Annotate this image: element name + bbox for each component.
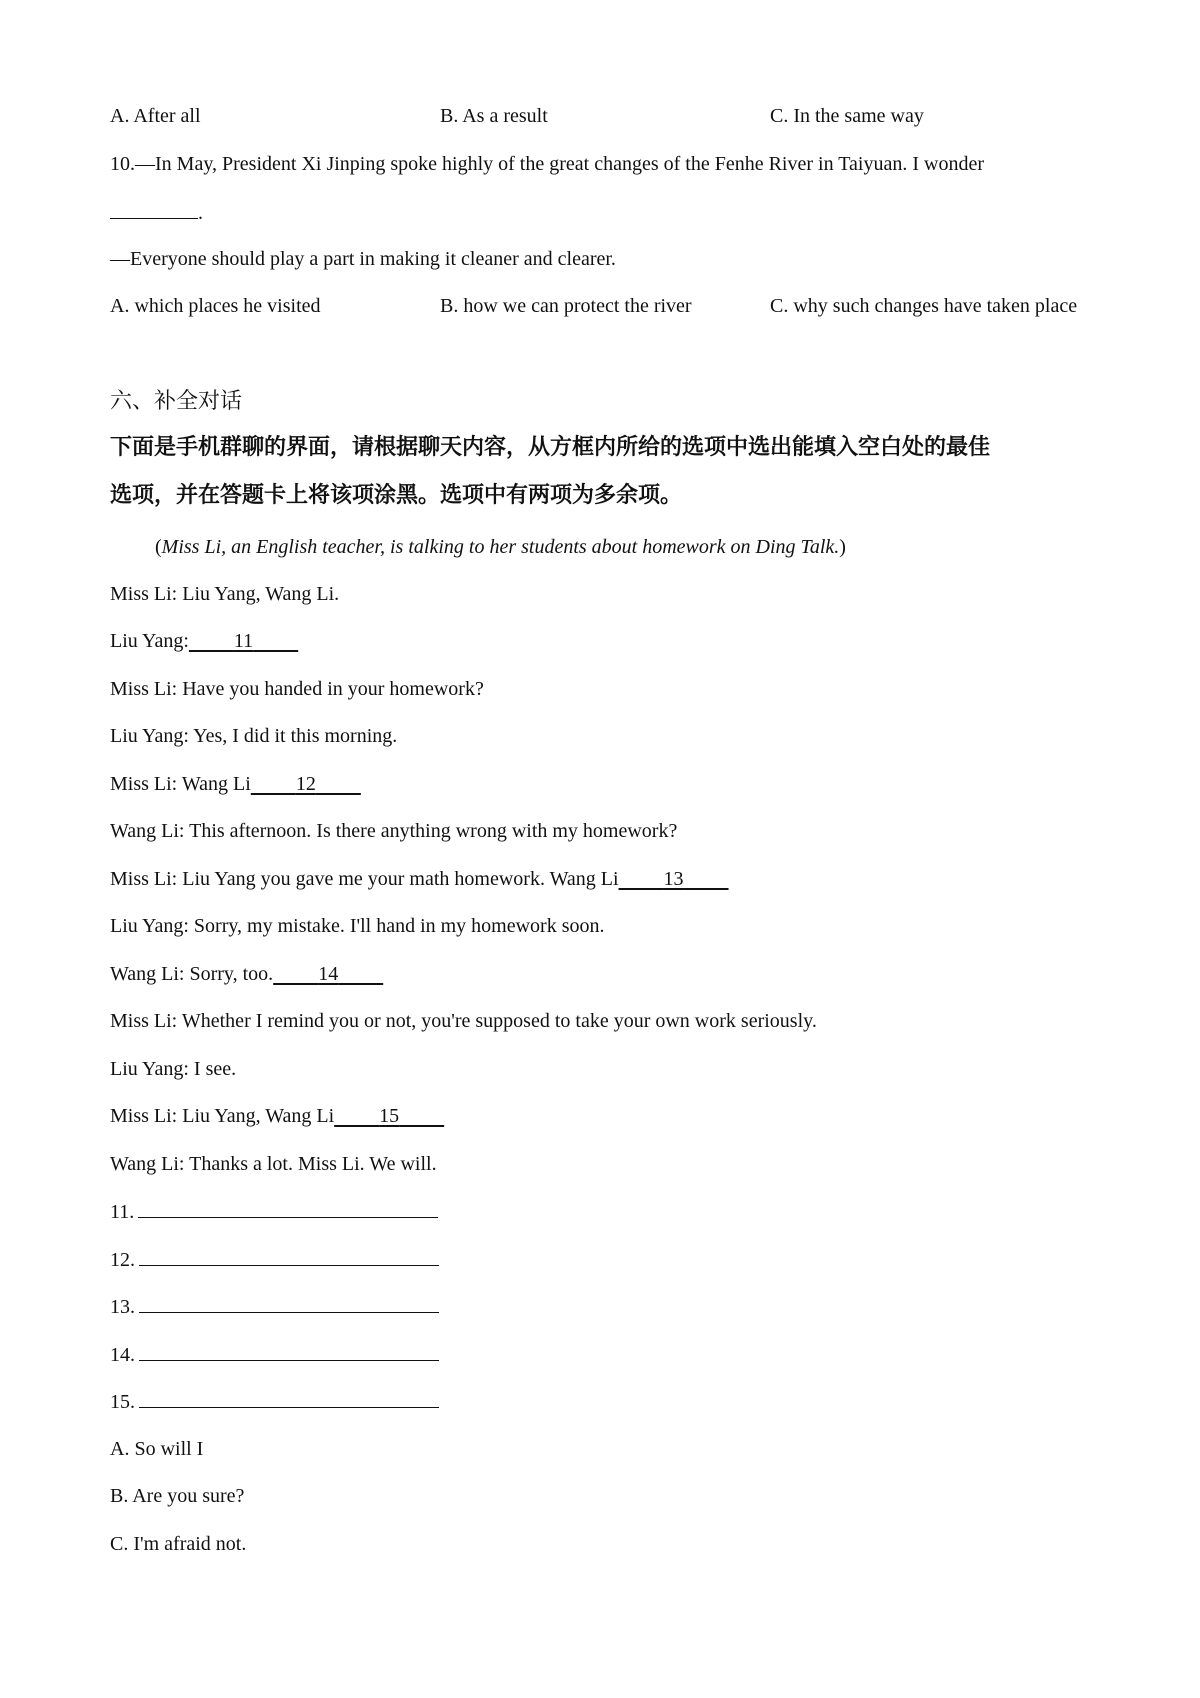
dialogue-line: Wang Li: Thanks a lot. Miss Li. We will. (110, 1153, 437, 1175)
q10-option-a: A. which places he visited (110, 295, 321, 317)
answer-line-11: 11. (110, 1197, 438, 1226)
q9-option-b: B. As a result (440, 105, 548, 127)
dialogue-line (110, 960, 383, 988)
q10-stem: 10.—In May, President Xi Jinping spoke highly of the great changes of the Fenhe River in Taiyuan. I wonder (110, 153, 984, 175)
dialogue-text: Miss Li: Liu Yang, Wang Li (110, 1105, 335, 1127)
choice-a: A. So will I (110, 1438, 204, 1460)
dialogue-text: Miss Li: Liu Yang you gave me your math homework. Wang Li (110, 868, 619, 890)
dialogue-context (155, 533, 846, 561)
section-title: 六、补全对话 (110, 389, 243, 414)
dialogue-text: Liu Yang: (110, 630, 189, 652)
dialogue-line: Liu Yang: Sorry, my mistake. I'll hand in my homework soon. (110, 915, 605, 937)
blank-15: 15 (379, 1105, 400, 1127)
q9-option-c: C. In the same way (770, 105, 924, 127)
q10-stem-end: . (198, 202, 203, 224)
answer-blank (139, 1387, 439, 1408)
section-instruction-line1: 下面是手机群聊的界面，请根据聊天内容，从方框内所给的选项中选出能填入空白处的最佳 (110, 435, 991, 460)
dialogue-line: Miss Li: Have you handed in your homework? (110, 678, 484, 700)
context-text: Miss Li, an English teacher, is talking to her students about homework on Ding Talk. (161, 536, 840, 558)
dialogue-line (110, 627, 298, 655)
q10-option-b: B. how we can protect the river (440, 295, 692, 317)
dialogue-line: Liu Yang: I see. (110, 1058, 237, 1080)
q10-option-c: C. why such changes have taken place (770, 295, 1078, 317)
dialogue-line: Miss Li: Liu Yang, Wang Li. (110, 583, 340, 605)
answer-blank (139, 1292, 439, 1313)
context-open-paren: ( (155, 536, 162, 558)
dialogue-line (110, 865, 729, 893)
answer-line-14: 14. (110, 1340, 439, 1369)
answer-blank (139, 1340, 439, 1361)
q9-option-a: A. After all (110, 105, 201, 127)
blank-11: 11 (233, 630, 254, 652)
dialogue-text: Miss Li: Wang Li (110, 773, 251, 795)
q10-blank (110, 198, 198, 219)
dialogue-line: Liu Yang: Yes, I did it this morning. (110, 725, 398, 747)
section-instruction-line2: 选项，并在答题卡上将该项涂黑。选项中有两项为多余项。 (110, 483, 683, 508)
q10-blank-line (110, 198, 203, 227)
answer-blank (139, 1245, 439, 1266)
answer-line-12: 12. (110, 1245, 439, 1274)
dialogue-text: Wang Li: Sorry, too. (110, 963, 274, 985)
blank-13: 13 (663, 868, 684, 890)
blank-12: 12 (295, 773, 316, 795)
answer-blank (138, 1197, 438, 1218)
blank-14: 14 (318, 963, 339, 985)
dialogue-line (110, 770, 361, 798)
dialogue-line: Wang Li: This afternoon. Is there anything wrong with my homework? (110, 820, 678, 842)
choice-c: C. I'm afraid not. (110, 1533, 247, 1555)
choice-b: B. Are you sure? (110, 1485, 245, 1507)
answer-line-13: 13. (110, 1292, 439, 1321)
q10-reply: —Everyone should play a part in making it cleaner and clearer. (110, 248, 616, 270)
answer-line-15: 15. (110, 1387, 439, 1416)
dialogue-line: Miss Li: Whether I remind you or not, you're supposed to take your own work seriously. (110, 1010, 817, 1032)
context-close-paren: ) (839, 536, 846, 558)
dialogue-line (110, 1102, 444, 1130)
